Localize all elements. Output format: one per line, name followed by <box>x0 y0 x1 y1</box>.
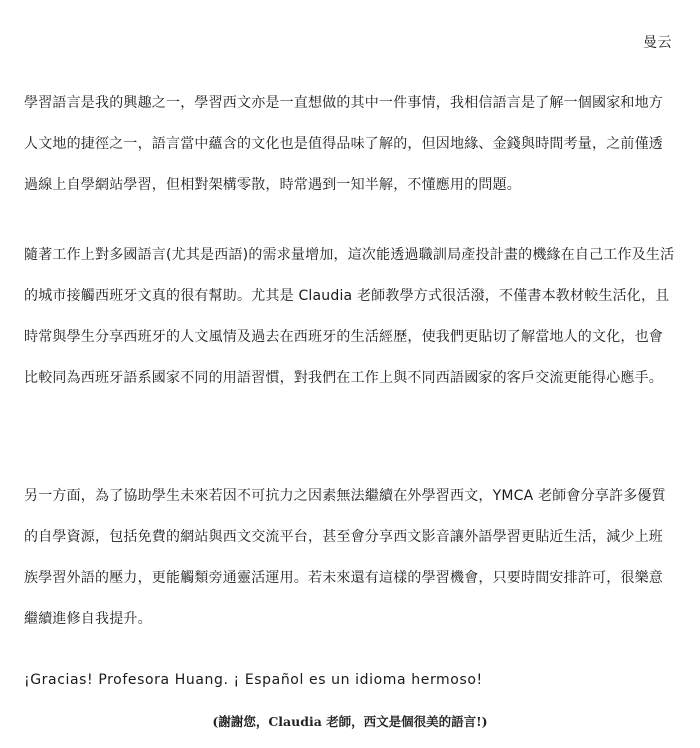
author-name: 曼云 <box>643 35 672 51</box>
closing-translation: (謝謝您，Claudia 老師，西文是個很美的語言!) <box>212 714 488 729</box>
paragraph-3: 另一方面，為了協助學生未來若因不可抗力之因素無法繼續在外學習西文，YMCA 老師會分享許多優質的自學資源，包括免費的網站與西文交流平台，甚至會分享西文影音讓外語學習更貼近生活，減少上班族學習外語的壓力，更能觸類旁通靈活運用。若未來還有這樣的學習機會，只要時間安排許可，很樂意繼續進修自我提升。 <box>24 488 666 627</box>
paragraph-2: 隨著工作上對多國語言(尤其是西語)的需求量增加，這次能透過職訓局產投計畫的機緣在自己工作及生活的城市接觸西班牙文真的很有幫助。尤其是 Claudia 老師教學方式很活潑，不僅書本教材較生活化，且時常與學生分享西班牙的人文風情及過去在西班牙的生活經歷，使我們更貼切了解當地人的文化，也會比較同為西班牙語系國家不同的用語習慣，對我們在工作上與不同西語國家的客戶交流更能得心應手。 <box>24 247 675 386</box>
paragraph-1: 學習語言是我的興趣之一，學習西文亦是一直想做的其中一件事情，我相信語言是了解一個國家和地方人文地的捷徑之一，語言當中蘊含的文化也是值得品味了解的，但因地緣、金錢與時間考量，之前僅透過線上自學網站學習，但相對架構零散，時常遇到一知半解，不懂應用的問題。 <box>24 95 663 193</box>
closing-line: ¡Gracias! Profesora Huang. ¡ Español es un idioma hermoso! <box>24 672 483 688</box>
